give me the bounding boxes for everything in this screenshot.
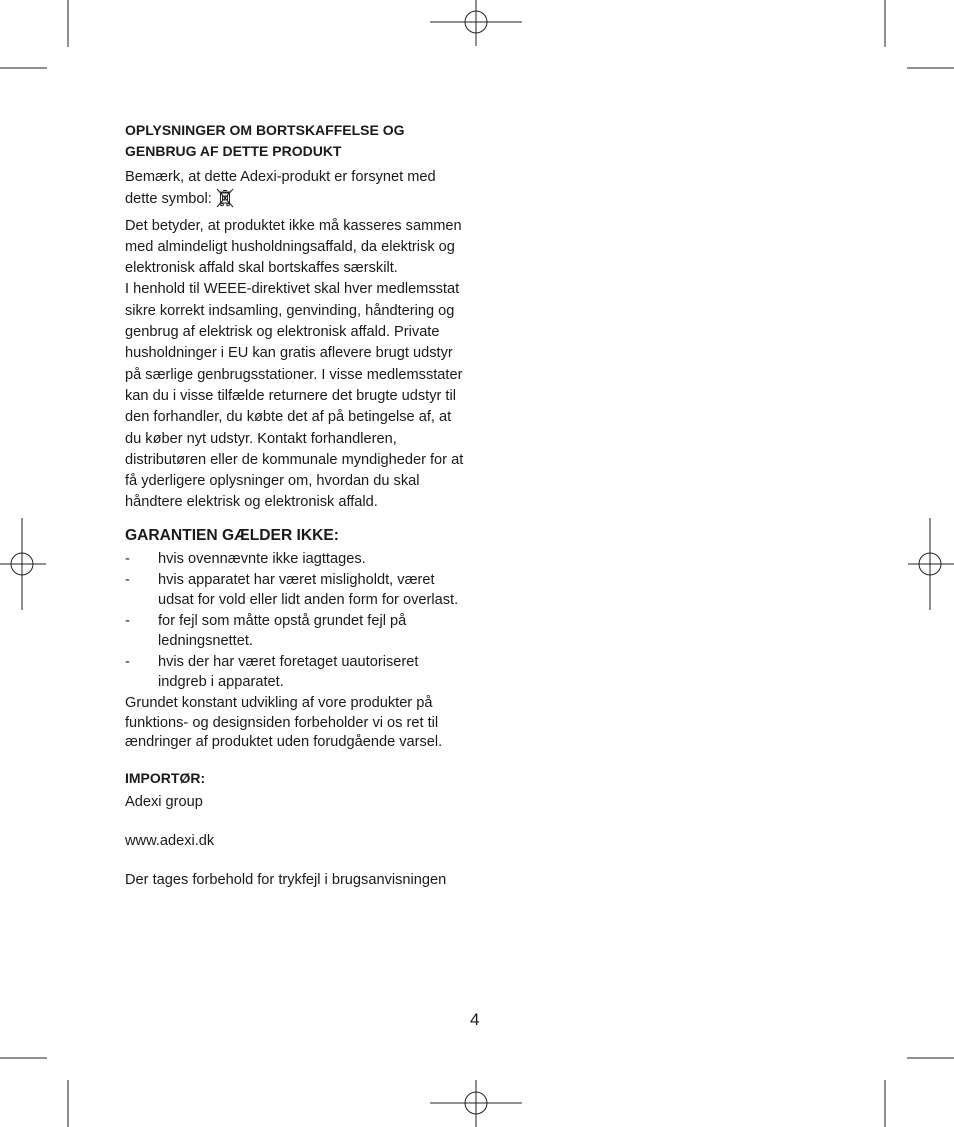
disposal-intro-text: Bemærk, at dette Adexi-produkt er forsynet med dette symbol: [125,169,436,208]
weee-bin-icon [216,188,234,215]
disposal-heading [125,120,470,162]
crop-mark-bottom-left [0,1058,68,1127]
registration-mark-top-icon [430,0,522,46]
list-item [125,550,470,570]
list-item-text: for fejl som måtte opstå grundet fejl på ledningsnettet. [158,613,407,649]
dash-bullet: - [125,572,130,589]
warranty-list [125,550,470,693]
disposal-body [125,167,470,514]
disposal-heading-line2: GENBRUG AF DETTE PRODUKT [125,143,342,159]
list-item-text: hvis apparatet har været misligholdt, været udsat for vold eller lidt anden form for overlast. [158,572,459,608]
registration-mark-left-icon [0,518,46,610]
registration-mark-bottom-icon [430,1080,522,1127]
printing-disclaimer: Der tages forbehold for trykfejl i brugsanvisningen [125,871,447,888]
warranty-note: Grundet konstant udvikling af vore produkter på funktions- og designsiden forbeholder vi os ret til ændringer af produktet uden forudgående varsel. [125,695,443,751]
crop-mark-top-right [885,0,954,68]
list-item-text: hvis der har været foretaget uautoriseret indgreb i apparatet. [158,654,419,690]
dash-bullet: - [125,654,130,671]
list-item [125,612,470,651]
list-item-text: hvis ovennævnte ikke iagttages. [158,550,366,567]
crop-mark-bottom-right [885,1058,954,1127]
list-item [125,571,470,610]
disposal-intro [125,167,470,216]
disposal-heading-line1: OPLYSNINGER OM BORTSKAFFELSE OG [125,122,405,138]
crop-mark-top-left [0,0,68,68]
manual-column [125,120,470,890]
dash-bullet: - [125,550,130,567]
page-number: 4 [470,1010,480,1029]
importer-name: Adexi group [125,793,203,810]
dash-bullet: - [125,613,130,630]
registration-mark-right-icon [908,518,954,610]
disposal-weee-text: I henhold til WEEE-direktivet skal hver medlemsstat sikre korrekt indsamling, genvinding, håndtering og genbrug af elektrisk og elektronisk affald. Private husholdninger i EU kan gratis aflevere brugt udstyr på særlige genbrugsstationer. I visse medlemsstater kan du i visse tilfælde returnere det brugte udstyr til den forhandler, du købte det af på betingelse af, at du køber nyt udstyr. Kontakt forhandleren, distributøren eller de kommunale myndigheder for at få yderligere oplysninger om, hvordan du skal håndtere elektrisk og elektronisk affald. [125,281,464,511]
list-item [125,653,470,692]
disposal-meaning: Det betyder, at produktet ikke må kasseres sammen med almindeligt husholdningsaffald, da elektrisk og elektronisk affald skal bortskaffes særskilt. [125,217,462,277]
importer-website: www.adexi.dk [125,832,215,849]
warranty-heading: GARANTIEN GÆLDER IKKE: [125,526,339,544]
importer-heading: IMPORTØR: [125,769,206,786]
